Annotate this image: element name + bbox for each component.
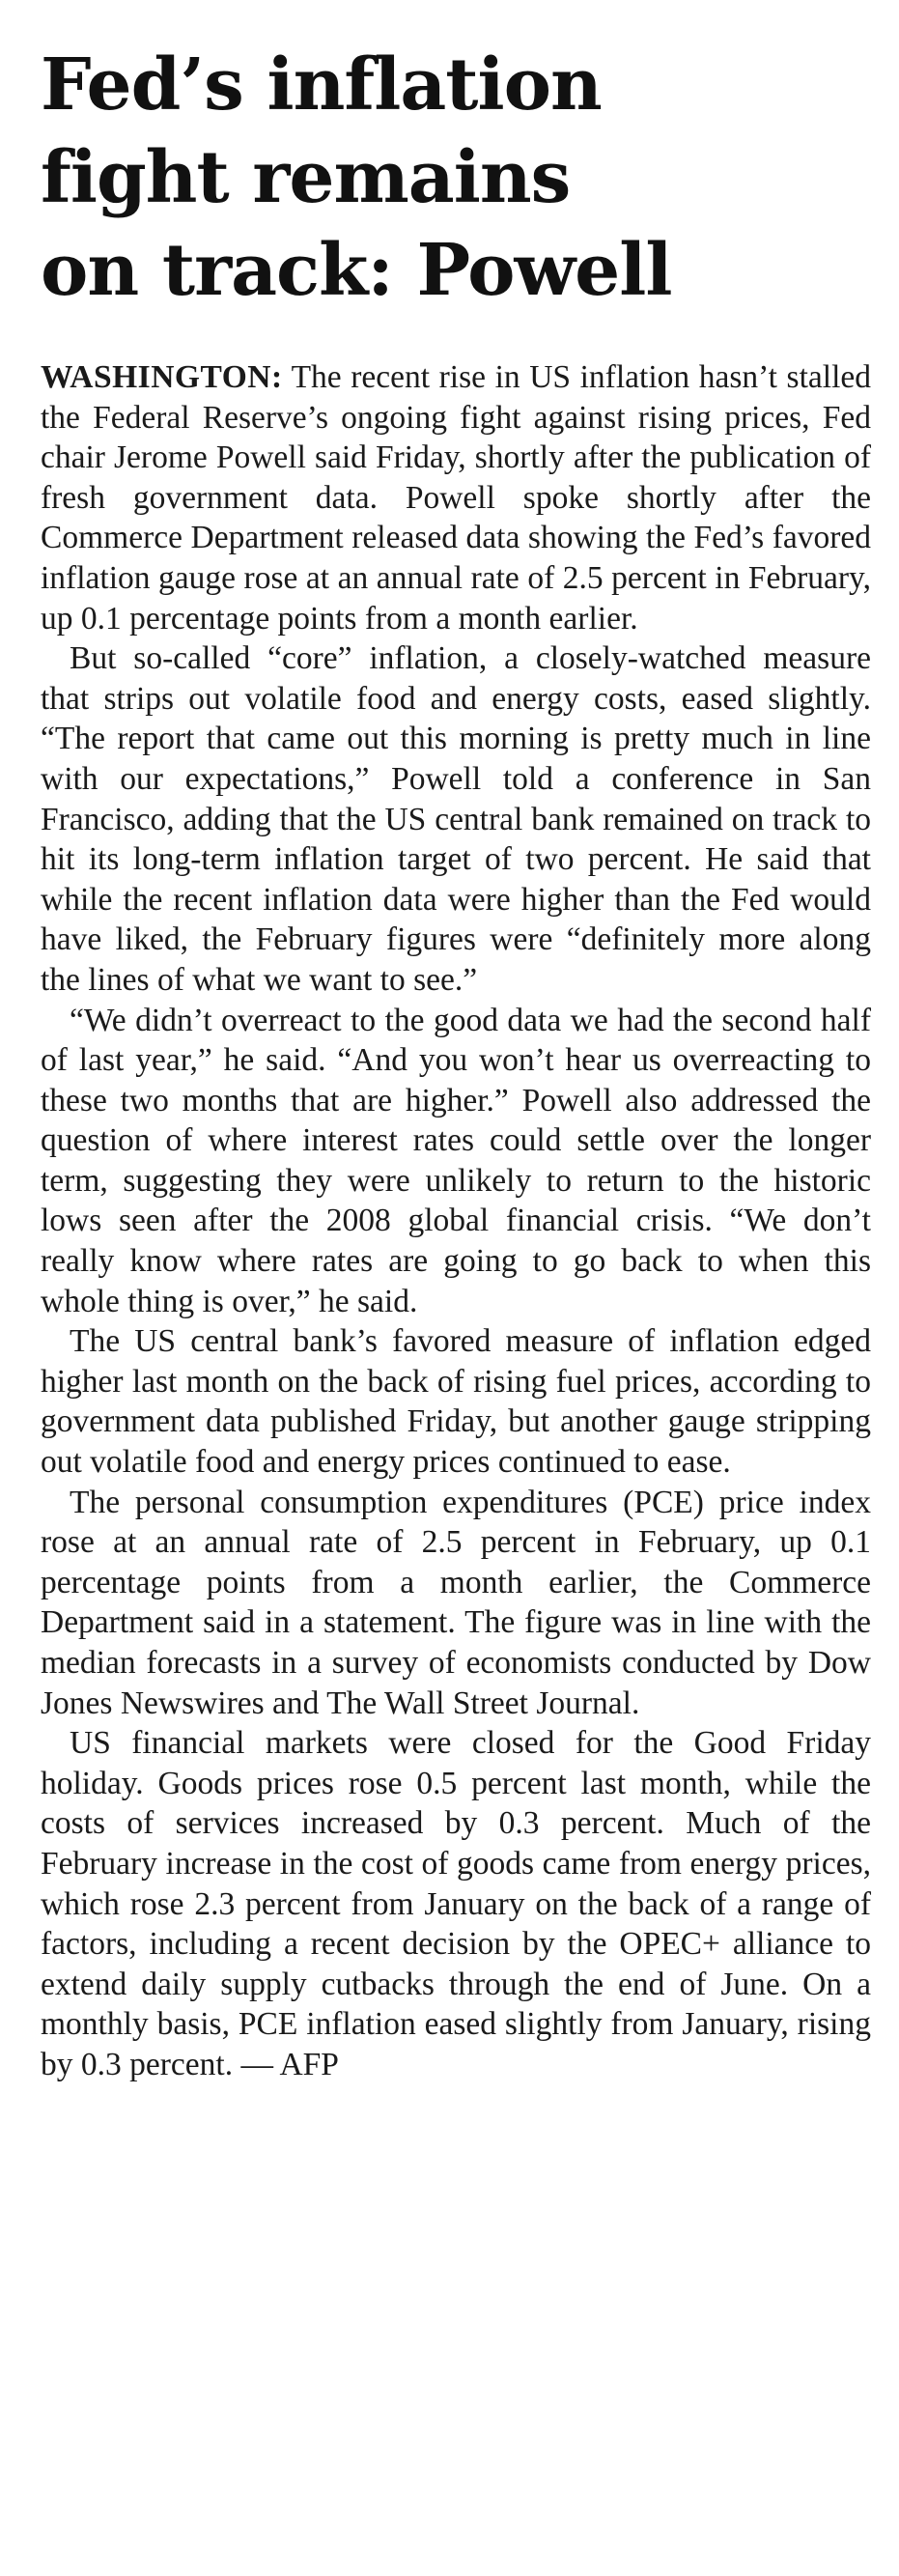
headline-line: Fed’s inflation: [41, 43, 602, 127]
news-article: [41, 39, 871, 2085]
headline: [41, 39, 871, 317]
headline-line: fight remains: [41, 136, 571, 219]
article-body: [41, 357, 871, 2085]
article-paragraph: [41, 357, 871, 638]
article-paragraph: The personal consumption expenditures (PCE) price index rose at an annual rate of 2.5 percent in February, up 0.1 percentage points from a month earlier, the Commerce Department said in a statement. The figure was in line with the median forecasts in a survey of economists conducted by Dow Jones Newswires and The Wall Street Journal.: [41, 1484, 871, 1721]
paragraph-text: The recent rise in US inflation hasn’t stalled the Federal Reserve’s ongoing fight against rising prices, Fed chair Jerome Powell said Friday, shortly after the publication of fresh government data. Powell spoke shortly after the Commerce Department released data showing the Fed’s favored inflation gauge rose at an annual rate of 2.5 percent in February, up 0.1 percentage points from a month earlier.: [41, 359, 871, 637]
article-paragraph: US financial markets were closed for the Good Friday holiday. Goods prices rose 0.5 percent last month, while the costs of services increased by 0.3 percent. Much of the February increase in the cost of goods came from energy prices, which rose 2.3 percent from January on the back of a range of factors, including a recent decision by the OPEC+ alliance to extend daily supply cutbacks through the end of June. On a monthly basis, PCE inflation eased slightly from January, rising by 0.3 percent. — AFP: [41, 1725, 871, 2082]
article-paragraph: But so-called “core” inflation, a closely-watched measure that strips out volatile food and energy costs, eased slightly. “The report that came out this morning is pretty much in line with our expectations,” Powell told a conference in San Francisco, adding that the US central bank remained on track to hit its long-term inflation target of two percent. He said that while the recent inflation data were higher than the Fed would have liked, the February figures were “definitely more along the lines of what we want to see.”: [41, 640, 871, 998]
article-paragraph: “We didn’t overreact to the good data we had the second half of last year,” he said. “And you won’t hear us overreacting to these two months that are higher.” Powell also addressed the question of where interest rates could settle over the longer term, suggesting they were unlikely to return to the historic lows seen after the 2008 global financial crisis. “We don’t really know where rates are going to go back to when this whole thing is over,” he said.: [41, 1002, 871, 1319]
headline-line: on track: Powell: [41, 229, 672, 312]
article-paragraph: The US central bank’s favored measure of inflation edged higher last month on the back of rising fuel prices, according to government data published Friday, but another gauge stripping out volatile food and energy prices continued to ease.: [41, 1323, 871, 1481]
dateline: WASHINGTON:: [41, 359, 283, 395]
